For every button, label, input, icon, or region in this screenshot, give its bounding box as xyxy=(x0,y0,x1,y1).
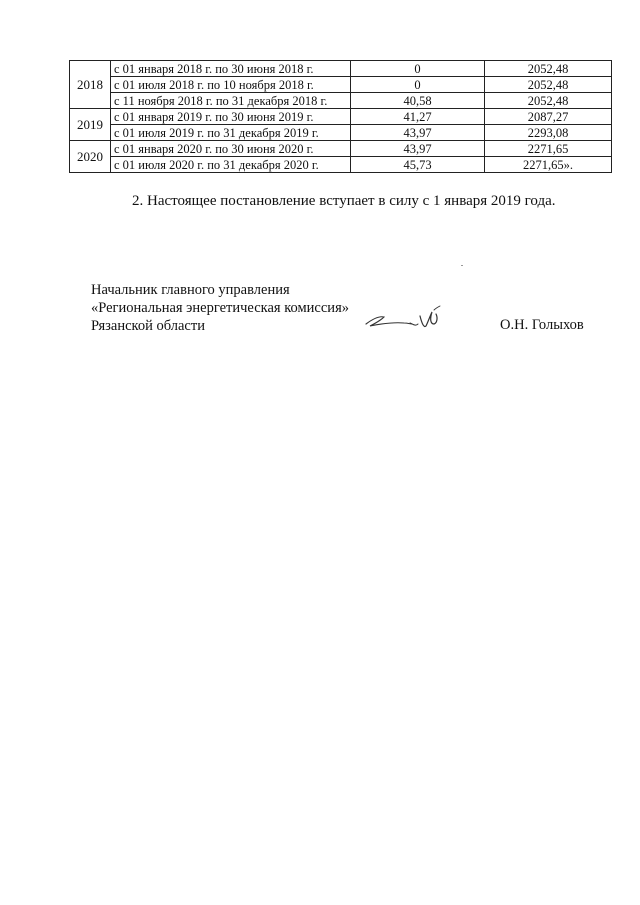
value1-cell: 43,97 xyxy=(351,141,485,157)
period-cell: с 01 июля 2019 г. по 31 декабря 2019 г. xyxy=(111,125,351,141)
period-cell: с 01 июля 2018 г. по 10 ноября 2018 г. xyxy=(111,77,351,93)
tariff-table xyxy=(69,60,612,173)
value2-cell: 2087,27 xyxy=(485,109,612,125)
value1-cell: 43,97 xyxy=(351,125,485,141)
signatory-title-line-2: «Региональная энергетическая комиссия» xyxy=(91,300,349,316)
signatory-title-block xyxy=(91,281,349,335)
signatory-title-line-1: Начальник главного управления xyxy=(91,282,290,298)
tariff-table-body xyxy=(70,61,612,173)
value1-cell: 40,58 xyxy=(351,93,485,109)
period-cell: с 01 января 2018 г. по 30 июня 2018 г. xyxy=(111,61,351,77)
signatory-name: О.Н. Голыхов xyxy=(500,317,584,333)
period-cell: с 11 ноября 2018 г. по 31 декабря 2018 г. xyxy=(111,93,351,109)
scan-speck xyxy=(461,265,463,266)
value2-cell: 2271,65». xyxy=(485,157,612,173)
handwritten-signature xyxy=(360,302,450,336)
period-cell: с 01 января 2020 г. по 30 июня 2020 г. xyxy=(111,141,351,157)
period-cell: с 01 января 2019 г. по 30 июня 2019 г. xyxy=(111,109,351,125)
table-row xyxy=(70,141,612,157)
value2-cell: 2052,48 xyxy=(485,77,612,93)
table-row xyxy=(70,77,612,93)
paragraph-effective-date: 2. Настоящее постановление вступает в силу с 1 января 2019 года. xyxy=(132,193,556,209)
value1-cell: 0 xyxy=(351,61,485,77)
year-cell-2020: 2020 xyxy=(70,141,111,173)
year-cell-2019: 2019 xyxy=(70,109,111,141)
period-cell: с 01 июля 2020 г. по 31 декабря 2020 г. xyxy=(111,157,351,173)
value1-cell: 41,27 xyxy=(351,109,485,125)
table-row xyxy=(70,157,612,173)
value1-cell: 45,73 xyxy=(351,157,485,173)
value2-cell: 2052,48 xyxy=(485,61,612,77)
value2-cell: 2052,48 xyxy=(485,93,612,109)
value2-cell: 2271,65 xyxy=(485,141,612,157)
value2-cell: 2293,08 xyxy=(485,125,612,141)
value1-cell: 0 xyxy=(351,77,485,93)
table-row xyxy=(70,125,612,141)
table-row xyxy=(70,93,612,109)
table-row xyxy=(70,109,612,125)
year-cell-2018: 2018 xyxy=(70,61,111,109)
table-row xyxy=(70,61,612,77)
signatory-title-line-3: Рязанской области xyxy=(91,318,205,334)
